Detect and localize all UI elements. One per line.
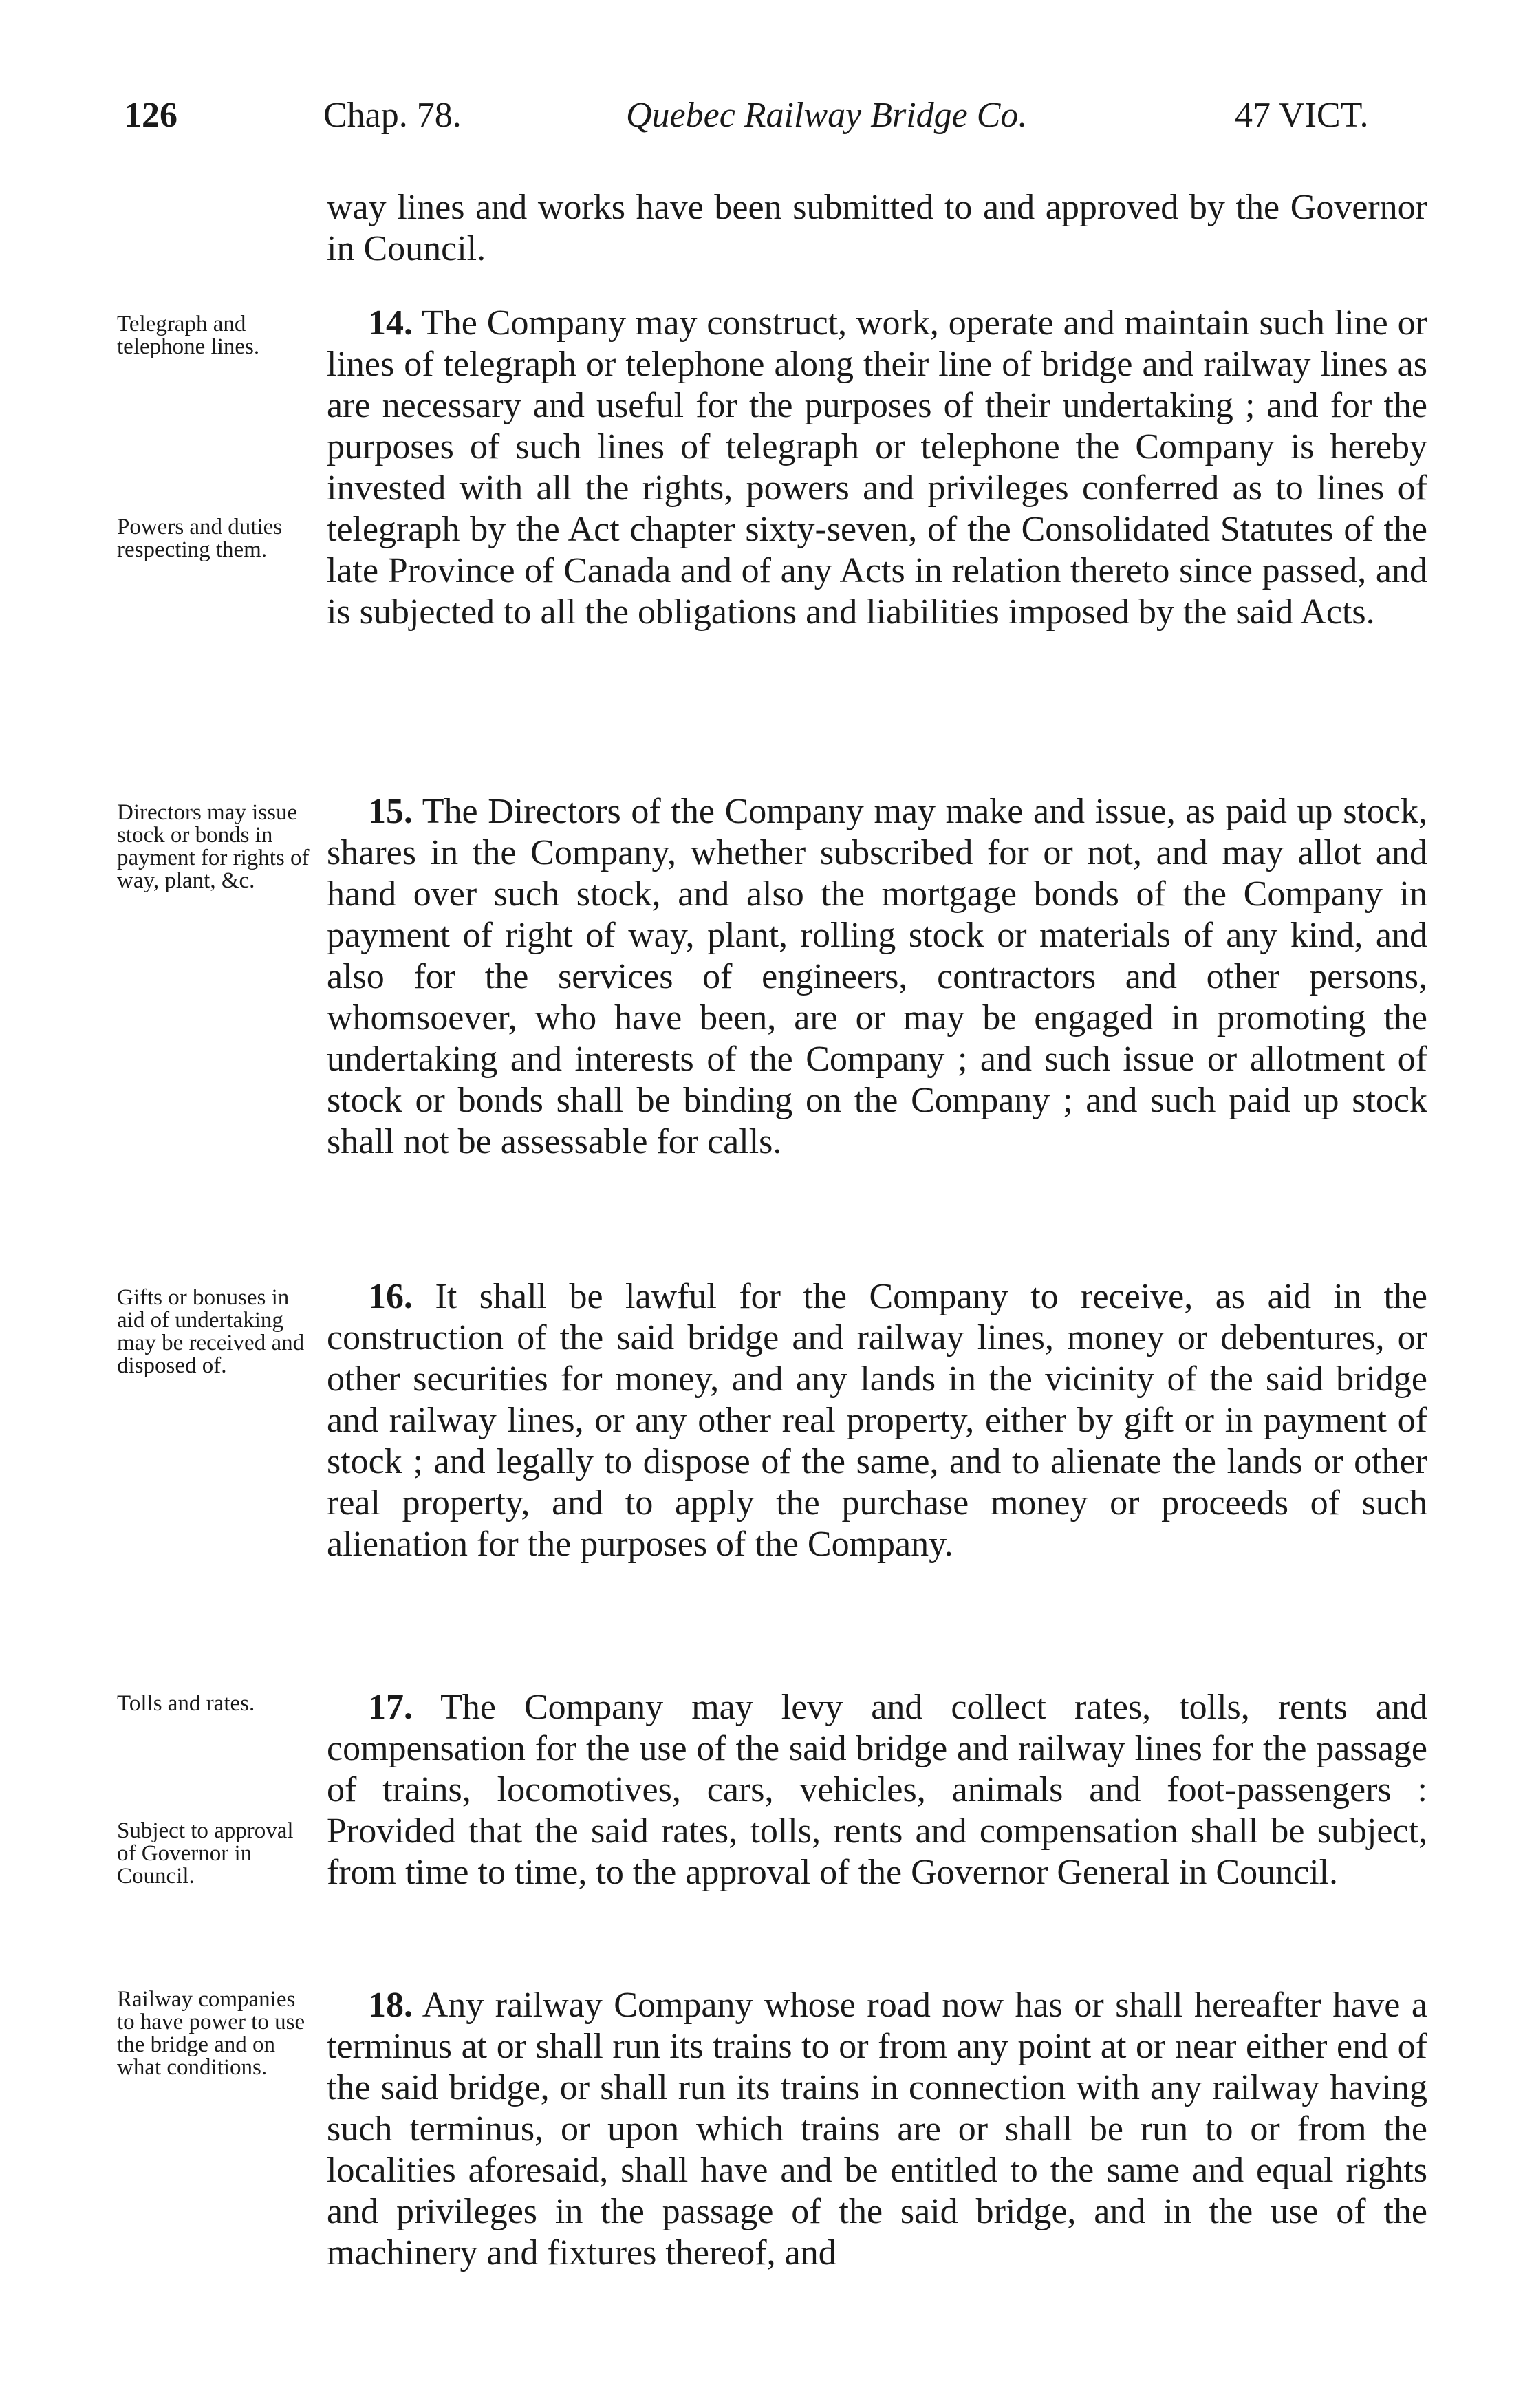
margin-note: Subject to approval of Governor in Council. xyxy=(117,1818,294,1889)
section-text: The Company may construct, work, operate and maintain such line or lines of telegraph or telephone along their line of bridge and railway lines as are necessary and useful for the purposes of their undertaking ; and for the purposes of such lines of telegraph or telephone the Company is hereby invested with all the rights, powers and privileges conferred as to lines of telegraph by the Act chapter sixty-seven, of the Consolidated Statutes of the late Province of Canada and of any Acts in relation thereto since passed, and is subjected to all the obligations and liabilities imposed by the said Acts. xyxy=(327,303,1428,632)
section-15 xyxy=(327,791,1427,1163)
section-number: 18. xyxy=(368,1986,413,2025)
margin-note: Telegraph and telephone lines. xyxy=(117,312,260,359)
section-number: 14. xyxy=(368,303,413,343)
margin-note: Directors may issue stock or bonds in payment for rights of way, plant, &c. xyxy=(117,800,310,893)
section-14 xyxy=(327,303,1427,633)
section-number: 16. xyxy=(368,1277,413,1316)
running-header xyxy=(124,95,1445,150)
section-text: The Company may levy and collect rates, tolls, rents and compensation for the use of the said bridge and railway lines for the passage of trains, locomotives, cars, vehicles, animals and foot-passengers : Provided that the said rates, tolls, rents and compensation shall be subject, from time to time, to the approval of the Governor General in Council. xyxy=(327,1688,1428,1892)
chapter-label: Chap. 78. xyxy=(323,96,462,135)
section-number: 17. xyxy=(368,1688,413,1727)
section-18 xyxy=(327,1985,1427,2274)
margin-note: Powers and duties respecting them. xyxy=(117,515,283,562)
section-number: 15. xyxy=(368,792,413,831)
section-16 xyxy=(327,1276,1427,1565)
margin-note: Gifts or bonuses in aid of undertaking may be received and disposed of. xyxy=(117,1285,305,1378)
margin-note: Railway companies to have power to use the bridge and on what conditions. xyxy=(117,1987,305,2080)
continuation-text: way lines and works have been submitted to and approved by the Governor in Council. xyxy=(327,188,1427,268)
section-text: It shall be lawful for the Company to receive, as aid in the construction of the said bridge and railway lines, money or debentures, or other securities for money, and any lands in the vicinity of the said bridge and railway lines, or any other real property, either by gift or in payment of stock ; and legally to dispose of the same, and to alienate the lands or other real property, and to apply the purchase money or proceeds of such alienation for the purposes of the Company. xyxy=(327,1277,1428,1564)
section-17 xyxy=(327,1687,1427,1893)
page-number: 126 xyxy=(124,96,177,135)
regnal-year: 47 VICT. xyxy=(1235,96,1369,135)
running-title: Quebec Railway Bridge Co. xyxy=(626,96,1028,135)
section-text: Any railway Company whose road now has or shall hereafter have a terminus at or shall run its trains to or from any point at or near either end of the said bridge, or shall run its trains in connection with any railway having such terminus, or upon which trains are or shall be run to or from the localities aforesaid, shall have and be entitled to the same and equal rights and privileges in the passage of the said bridge, and in the use of the machinery and fixtures thereof, and xyxy=(327,1986,1427,2272)
margin-note: Tolls and rates. xyxy=(117,1691,255,1716)
section-text: The Directors of the Company may make and issue, as paid up stock, shares in the Company, whether subscribed for or not, and may allot and hand over such stock, and also the mortgage bonds of the Company in payment of right of way, plant, rolling stock or materials of any kind, and also for the services of engineers, contractors and other persons, whomsoever, who have been, are or may be engaged in promoting the undertaking and interests of the Company ; and such issue or allotment of stock or bonds shall be binding on the Company ; and such paid up stock shall not be assessable for calls. xyxy=(327,792,1427,1161)
